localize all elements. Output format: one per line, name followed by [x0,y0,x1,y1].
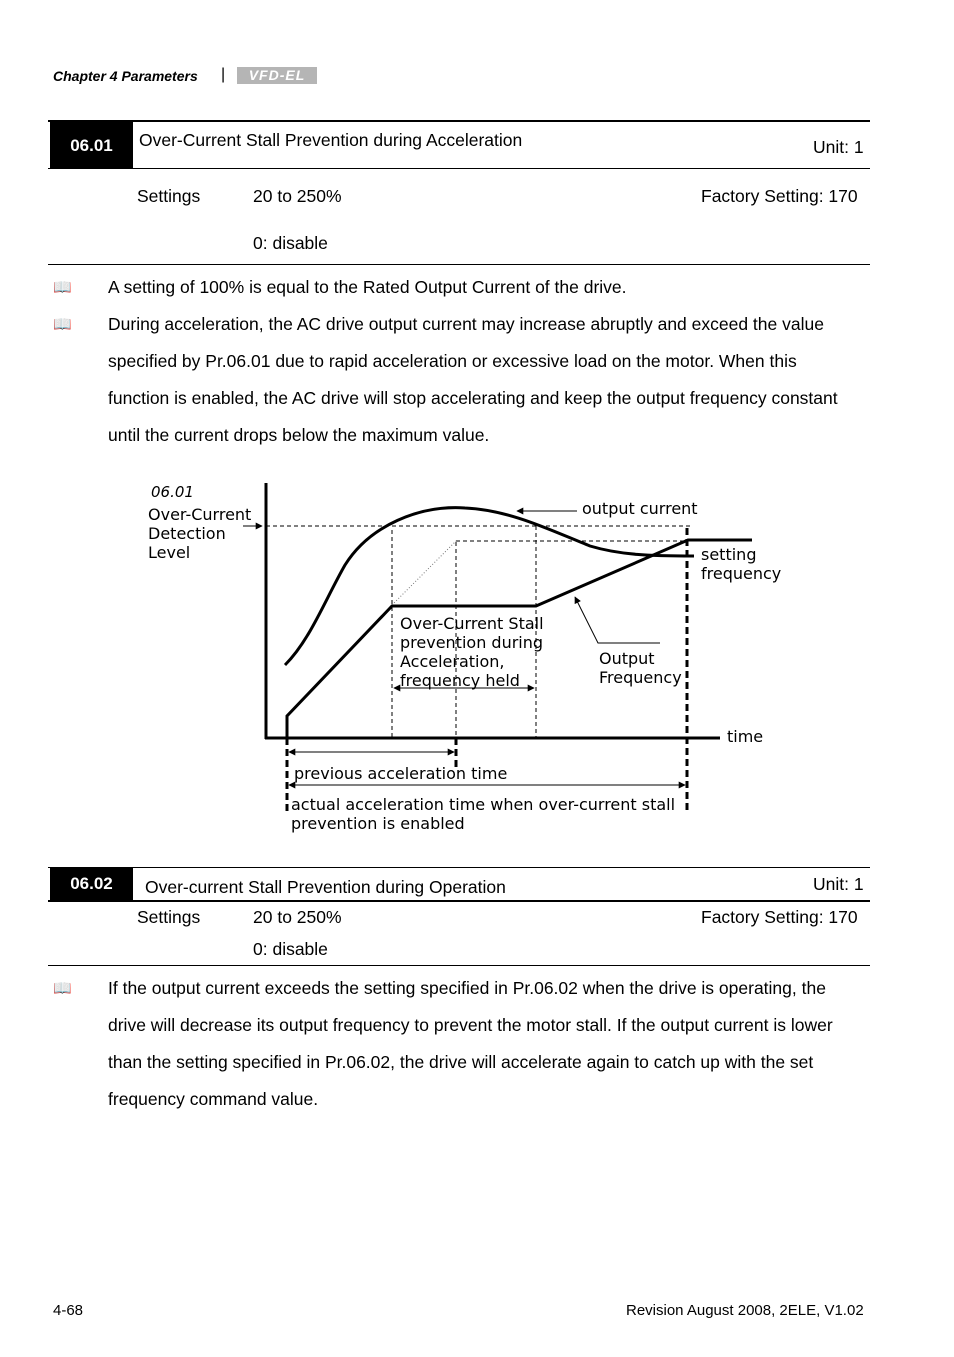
divider [48,867,870,868]
note-text: If the output current exceeds the setting specified in Pr.06.02 when the drive is operating, the [108,978,826,998]
param-unit: Unit: 1 [813,137,864,157]
note-text: function is enabled, the AC drive will stop accelerating and keep the output frequency constant [108,388,838,408]
actual-accel-label: prevention is enabled [291,814,465,833]
detection-level-label: Detection [148,524,226,543]
param-title: Over-Current Stall Prevention during Acceleration [139,130,523,150]
setting-frequency-label: frequency [701,564,782,583]
settings-range: 20 to 250% [253,907,342,927]
divider [48,900,870,902]
factory-setting: Factory Setting: 170 [701,186,858,206]
note-book-icon: 📖 [53,980,72,997]
settings-disable: 0: disable [253,233,328,253]
detection-level-label: Over-Current [148,505,252,524]
previous-accel-label: previous acceleration time [294,764,508,783]
previous-ramp [392,541,456,605]
param-code-badge: 06.01 [50,122,133,168]
stall-label: Acceleration, [400,652,505,671]
output-frequency-label: Frequency [599,668,682,687]
param-title: Over-current Stall Prevention during Operation [145,877,506,897]
output-frequency-pointer [575,597,660,643]
setting-frequency-label: setting [701,545,757,564]
factory-setting: Factory Setting: 170 [701,907,858,927]
stall-label: frequency held [400,671,520,690]
settings-disable: 0: disable [253,939,328,959]
divider [48,965,870,966]
settings-label: Settings [137,907,201,927]
time-label: time [727,727,764,746]
actual-accel-label: actual acceleration time when over-current stall [291,795,676,814]
param-code-badge: 06.02 [50,868,133,900]
vfd-el-logo: VFD-EL [237,67,317,84]
page-number: 4-68 [53,1302,84,1319]
note-text: until the current drops below the maximum value. [108,425,490,445]
note-text: A setting of 100% is equal to the Rated Output Current of the drive. [108,277,627,297]
note-text: specified by Pr.06.01 due to rapid acceleration or excessive load on the motor. When this [108,351,797,371]
note-text: During acceleration, the AC drive output current may increase abruptly and exceed the value [108,314,824,334]
stall-label: Over-Current Stall [400,614,544,633]
note-text: than the setting specified in Pr.06.02, the drive will accelerate again to catch up with the set [108,1052,814,1072]
stall-label: prevention during [400,633,544,652]
header-separator: | [221,66,226,83]
note-book-icon: 📖 [53,279,72,296]
note-text: frequency command value. [108,1089,319,1109]
detection-level-label: Level [148,543,191,562]
settings-label: Settings [137,186,201,206]
param-ref-label: 06.01 [151,483,194,501]
settings-range: 20 to 250% [253,186,342,206]
note-book-icon: 📖 [53,316,72,333]
note-text: drive will decrease its output frequency to prevent the motor stall. If the output current is lower [108,1015,833,1035]
revision-text: Revision August 2008, 2ELE, V1.02 [626,1302,864,1319]
output-current-label: output current [582,499,698,518]
chapter-title: Chapter 4 Parameters [53,68,198,84]
output-frequency-label: Output [599,649,655,668]
param-unit: Unit: 1 [813,874,864,894]
